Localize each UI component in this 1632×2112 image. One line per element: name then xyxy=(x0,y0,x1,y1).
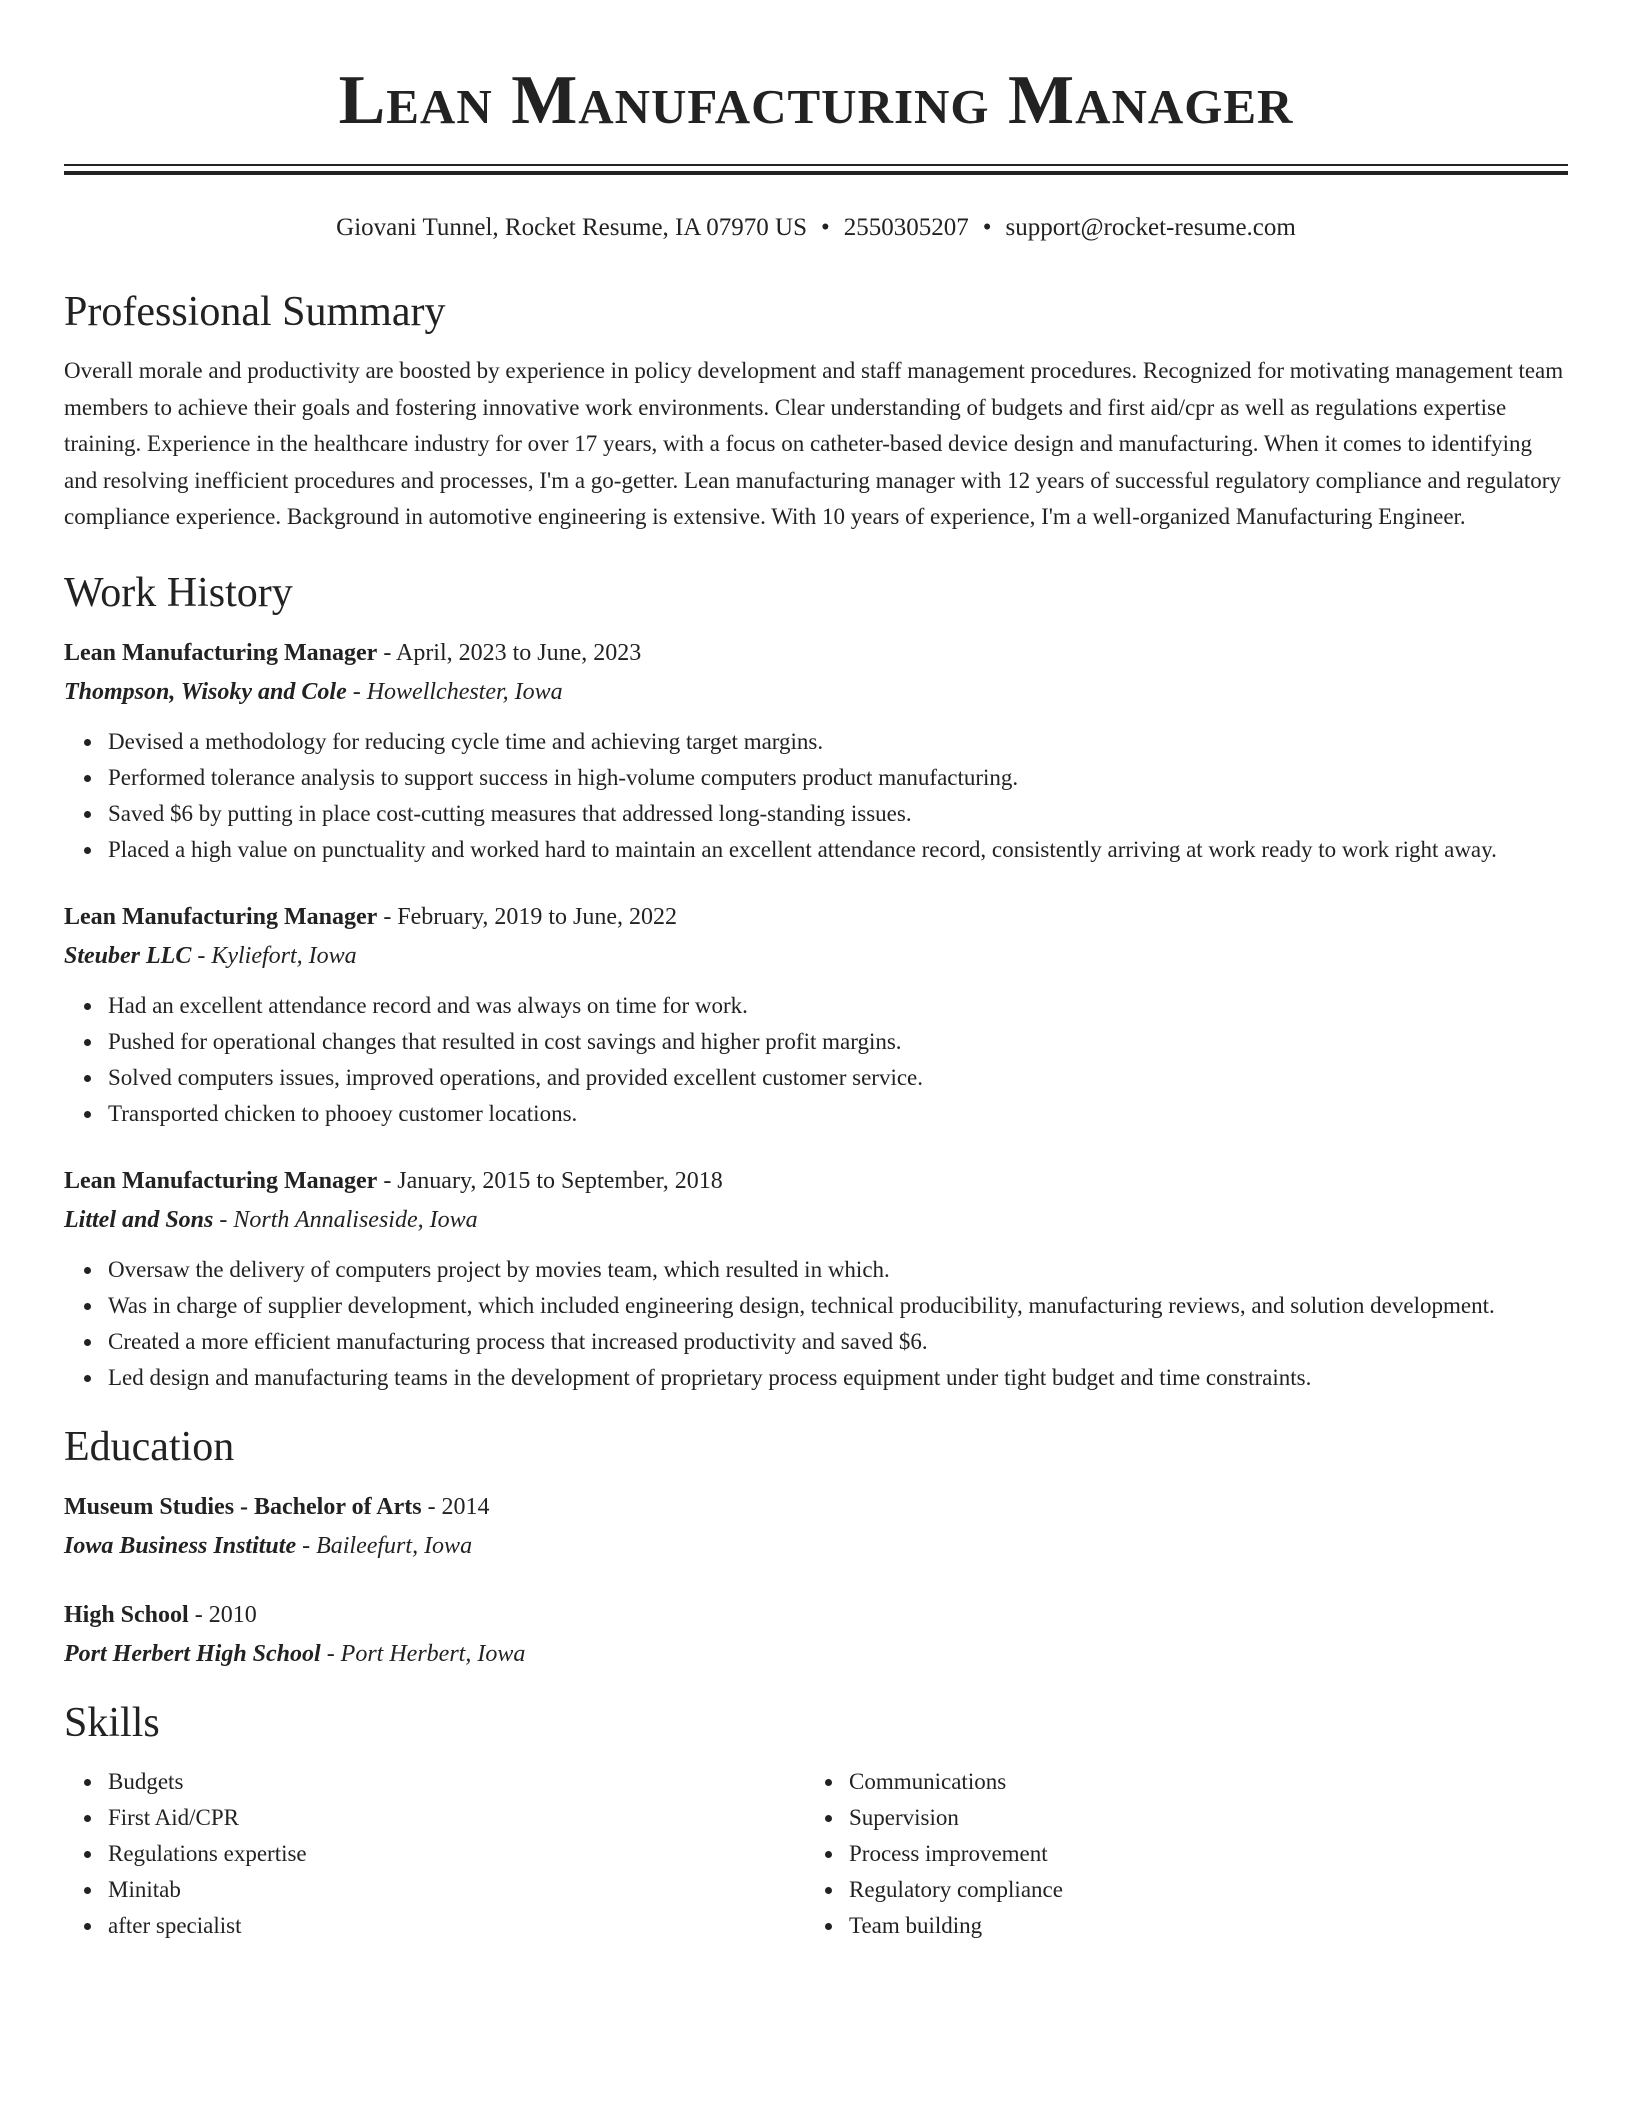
list-item: Saved $6 by putting in place cost-cutting measures that addressed long-standing issues. xyxy=(108,796,1568,832)
skill-item: Team building xyxy=(849,1908,1546,1944)
work-history-section xyxy=(64,566,1568,1396)
education-year: - 2010 xyxy=(194,1601,257,1628)
list-item: Led design and manufacturing teams in the development of proprietary process equipment under tight budget and time constraints. xyxy=(108,1360,1568,1396)
education-school: Iowa Business Institute xyxy=(64,1532,297,1559)
skill-item: Minitab xyxy=(108,1872,805,1908)
education-degree-line xyxy=(64,1488,1568,1526)
contact-line xyxy=(64,211,1568,245)
summary-heading: Professional Summary xyxy=(64,289,446,335)
job-entry xyxy=(64,1162,1568,1396)
skill-item: Regulations expertise xyxy=(108,1836,805,1872)
list-item: Solved computers issues, improved operations, and provided excellent customer service. xyxy=(108,1060,1568,1096)
job-bullets xyxy=(64,1252,1568,1396)
list-item: Was in charge of supplier development, which included engineering design, technical producibility, manufacturing reviews, and solution development. xyxy=(108,1288,1568,1324)
job-dates: - February, 2019 to June, 2022 xyxy=(383,903,678,930)
skill-item: Process improvement xyxy=(849,1836,1546,1872)
education-degree-line xyxy=(64,1596,1568,1634)
job-company: Steuber LLC xyxy=(64,942,192,969)
education-school: Port Herbert High School xyxy=(64,1640,321,1667)
skills-left-list xyxy=(64,1764,805,1944)
job-title: Lean Manufacturing Manager xyxy=(64,639,378,666)
job-bullets xyxy=(64,724,1568,868)
job-entry xyxy=(64,898,1568,1132)
job-location: - Kyliefort, Iowa xyxy=(197,942,357,969)
job-company: Littel and Sons xyxy=(64,1206,214,1233)
list-item: Oversaw the delivery of computers project by movies team, which resulted in which. xyxy=(108,1252,1568,1288)
job-location: - North Annaliseside, Iowa xyxy=(219,1206,478,1233)
job-company-line xyxy=(64,936,1568,976)
education-entry xyxy=(64,1488,1568,1566)
education-degree: Museum Studies - Bachelor of Arts xyxy=(64,1493,422,1520)
contact-address: Giovani Tunnel, Rocket Resume, IA 07970 US xyxy=(336,214,807,241)
job-company: Thompson, Wisoky and Cole xyxy=(64,678,347,705)
education-school-line xyxy=(64,1526,1568,1566)
job-title-line xyxy=(64,634,1568,672)
education-entry xyxy=(64,1596,1568,1674)
list-item: Devised a methodology for reducing cycle time and achieving target margins. xyxy=(108,724,1568,760)
work-history-heading: Work History xyxy=(64,569,293,616)
education-school-line xyxy=(64,1634,1568,1674)
skill-item: First Aid/CPR xyxy=(108,1800,805,1836)
job-entry xyxy=(64,634,1568,868)
skill-item: Budgets xyxy=(108,1764,805,1800)
education-year: - 2014 xyxy=(427,1493,490,1520)
job-title-line xyxy=(64,1162,1568,1200)
job-bullets xyxy=(64,988,1568,1132)
job-company-line xyxy=(64,672,1568,712)
list-item: Performed tolerance analysis to support success in high-volume computers product manufacturing. xyxy=(108,760,1568,796)
contact-separator: • xyxy=(982,214,992,241)
resume-title: Lean Manufacturing Manager xyxy=(338,62,1294,139)
skills-section xyxy=(64,1696,1568,1944)
job-location: - Howellchester, Iowa xyxy=(352,678,563,705)
list-item: Created a more efficient manufacturing process that increased productivity and saved $6. xyxy=(108,1324,1568,1360)
summary-section xyxy=(64,285,1568,536)
skills-right-list xyxy=(805,1764,1546,1944)
education-location: - Baileefurt, Iowa xyxy=(302,1532,473,1559)
contact-email: support@rocket-resume.com xyxy=(1005,214,1296,241)
skill-item: Regulatory compliance xyxy=(849,1872,1546,1908)
job-dates: - April, 2023 to June, 2023 xyxy=(383,639,642,666)
education-degree: High School xyxy=(64,1601,189,1628)
skill-item: Supervision xyxy=(849,1800,1546,1836)
skills-columns xyxy=(64,1764,1568,1944)
summary-text: Overall morale and productivity are boosted by experience in policy development and staff management procedures. Recognized for motivating management team members to achieve their goals and fostering innovative work environments. Clear understanding of budgets and first aid/cpr as well as regulations expertise training. Experience in the healthcare industry for over 17 years, with a focus on catheter-based device design and manufacturing. When it comes to identifying and resolving inefficient procedures and processes, I'm a go-getter. Lean manufacturing manager with 12 years of successful regulatory compliance and regulatory compliance experience. Background in automotive engineering is extensive. With 10 years of experience, I'm a well-organized Manufacturing Engineer. xyxy=(64,358,1564,529)
title-divider xyxy=(64,164,1568,175)
job-dates: - January, 2015 to September, 2018 xyxy=(383,1167,723,1194)
job-company-line xyxy=(64,1200,1568,1240)
education-location: - Port Herbert, Iowa xyxy=(326,1640,526,1667)
skill-item: after specialist xyxy=(108,1908,805,1944)
education-heading: Education xyxy=(64,1423,235,1470)
contact-separator: • xyxy=(821,214,830,241)
list-item: Placed a high value on punctuality and worked hard to maintain an excellent attendance record, consistently arriving at work ready to work right away. xyxy=(108,832,1568,868)
job-title: Lean Manufacturing Manager xyxy=(64,1167,378,1194)
list-item: Pushed for operational changes that resulted in cost savings and higher profit margins. xyxy=(108,1024,1568,1060)
education-section xyxy=(64,1420,1568,1674)
job-title-line xyxy=(64,898,1568,936)
skill-item: Communications xyxy=(849,1764,1546,1800)
job-title: Lean Manufacturing Manager xyxy=(64,903,378,930)
list-item: Transported chicken to phooey customer locations. xyxy=(108,1096,1568,1132)
contact-phone: 2550305207 xyxy=(843,214,969,241)
list-item: Had an excellent attendance record and was always on time for work. xyxy=(108,988,1568,1024)
skills-heading: Skills xyxy=(64,1699,160,1746)
